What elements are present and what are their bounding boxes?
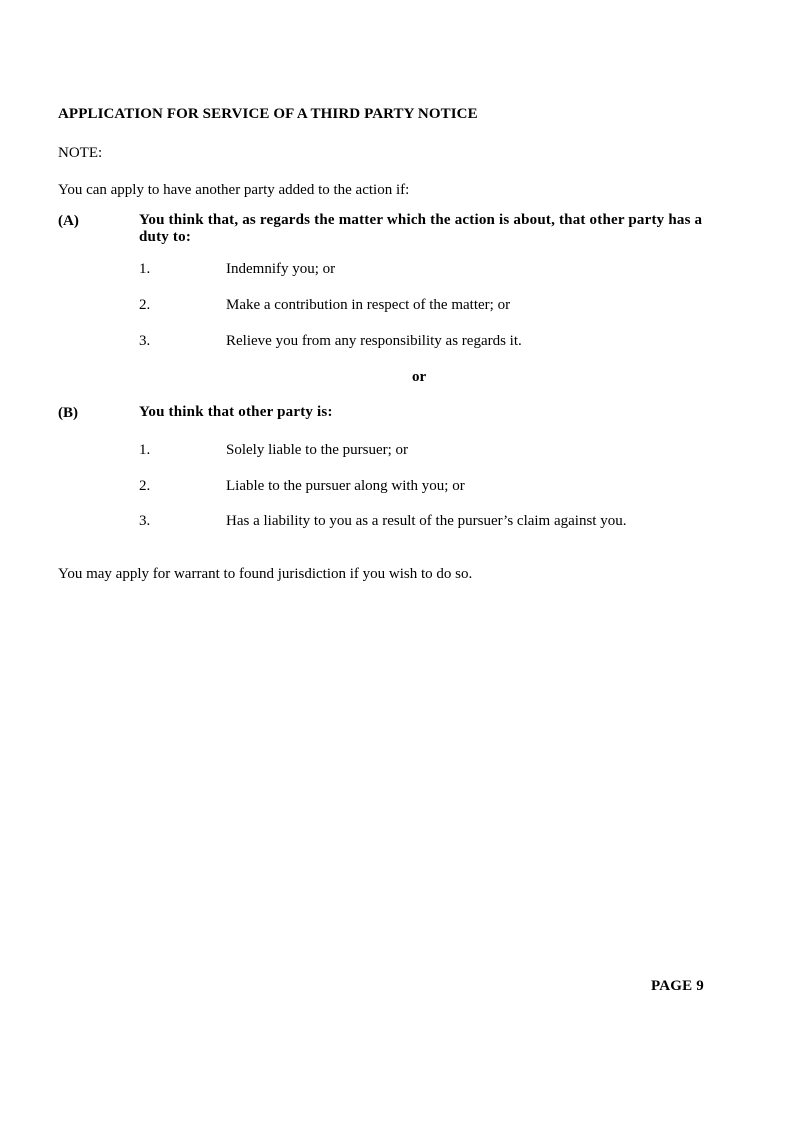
or-separator: or xyxy=(412,369,427,385)
intro-text: You can apply to have another party added to the action if: xyxy=(58,182,410,198)
section-a-item-2-number: 2. xyxy=(139,297,151,313)
section-b-heading: You think that other party is: xyxy=(139,404,333,420)
note-label: NOTE: xyxy=(58,145,103,161)
closing-text: You may apply for warrant to found jurisdiction if you wish to do so. xyxy=(58,566,473,582)
section-a-item-2-text: Make a contribution in respect of the matter; or xyxy=(226,297,511,313)
section-b-item-2-number: 2. xyxy=(139,478,151,494)
section-a-item-1-text: Indemnify you; or xyxy=(226,261,336,277)
section-b-item-2-text: Liable to the pursuer along with you; or xyxy=(226,478,465,494)
section-b-label: (B) xyxy=(58,405,78,421)
section-b-item-3-number: 3. xyxy=(139,513,151,529)
section-a-label: (A) xyxy=(58,213,79,229)
section-a-item-3-text: Relieve you from any responsibility as regards it. xyxy=(226,333,522,349)
section-a-heading: You think that, as regards the matter which the action is about, that other party has a duty to: xyxy=(139,212,703,245)
section-b-item-3-text: Has a liability to you as a result of the pursuer’s claim against you. xyxy=(226,513,627,529)
document-title: APPLICATION FOR SERVICE OF A THIRD PARTY NOTICE xyxy=(58,106,478,122)
page-number: PAGE 9 xyxy=(650,978,704,994)
section-a-item-1-number: 1. xyxy=(139,261,151,277)
section-a-item-3-number: 3. xyxy=(139,333,151,349)
section-b-item-1-number: 1. xyxy=(139,442,151,458)
section-b-item-1-text: Solely liable to the pursuer; or xyxy=(226,442,409,458)
